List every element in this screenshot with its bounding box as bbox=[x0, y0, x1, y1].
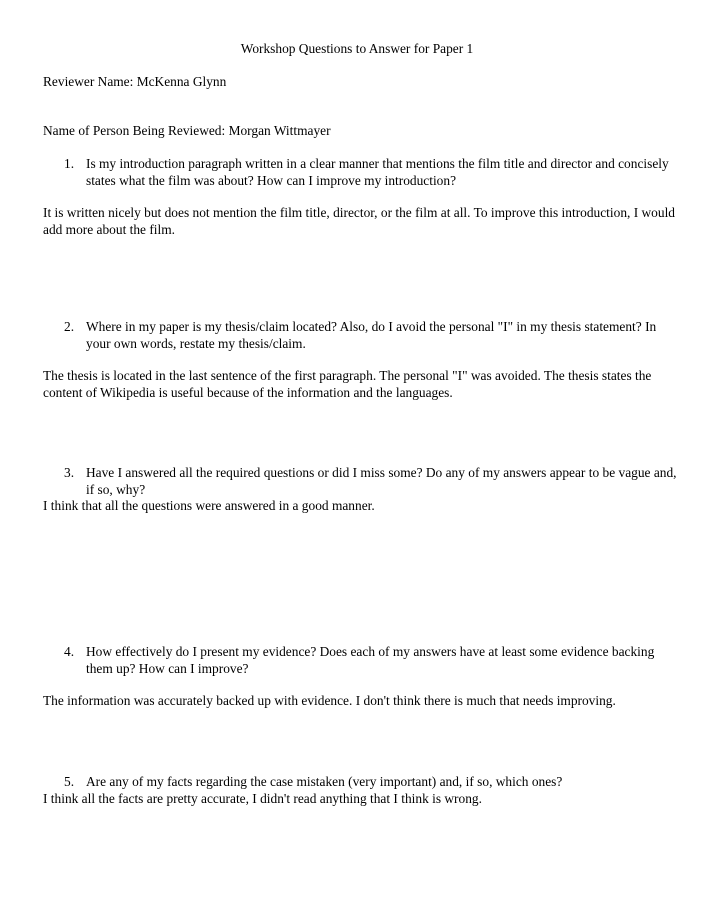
question-3 bbox=[43, 465, 678, 498]
question-number: 4. bbox=[64, 644, 75, 659]
question-text: Are any of my facts regarding the case mistaken (very important) and, if so, which ones? bbox=[86, 774, 563, 789]
question-number: 1. bbox=[64, 156, 75, 171]
answer-4: The information was accurately backed up with evidence. I don't think there is much that needs improving. bbox=[43, 693, 616, 708]
question-text: Is my introduction paragraph written in a clear manner that mentions the film title and director and concisely states what the film was about? How can I improve my introduction? bbox=[86, 156, 669, 188]
reviewer-name: Reviewer Name: McKenna Glynn bbox=[43, 74, 227, 89]
question-text: Have I answered all the required questions or did I miss some? Do any of my answers appear to be vague and, if so, why? bbox=[86, 465, 677, 497]
answer-1: It is written nicely but does not mention the film title, director, or the film at all. To improve this introduction, I would add more about the film. bbox=[43, 205, 675, 237]
question-5 bbox=[43, 774, 678, 791]
question-number: 5. bbox=[64, 774, 75, 789]
question-1 bbox=[43, 156, 678, 189]
answer-2: The thesis is located in the last sentence of the first paragraph. The personal "I" was avoided. The thesis states the content of Wikipedia is useful because of the information and the languages. bbox=[43, 368, 652, 400]
document-title: Workshop Questions to Answer for Paper 1 bbox=[240, 41, 474, 56]
answer-5: I think all the facts are pretty accurate, I didn't read anything that I think is wrong. bbox=[43, 791, 482, 806]
question-2 bbox=[43, 319, 678, 352]
question-number: 2. bbox=[64, 319, 75, 334]
question-number: 3. bbox=[64, 465, 75, 480]
question-4 bbox=[43, 644, 678, 677]
reviewed-person-name: Name of Person Being Reviewed: Morgan Wittmayer bbox=[43, 123, 331, 138]
question-text: Where in my paper is my thesis/claim located? Also, do I avoid the personal "I" in my thesis statement? In your own words, restate my thesis/claim. bbox=[86, 319, 657, 351]
question-text: How effectively do I present my evidence? Does each of my answers have at least some evidence backing them up? How can I improve? bbox=[86, 644, 655, 676]
answer-3: I think that all the questions were answered in a good manner. bbox=[43, 498, 375, 513]
